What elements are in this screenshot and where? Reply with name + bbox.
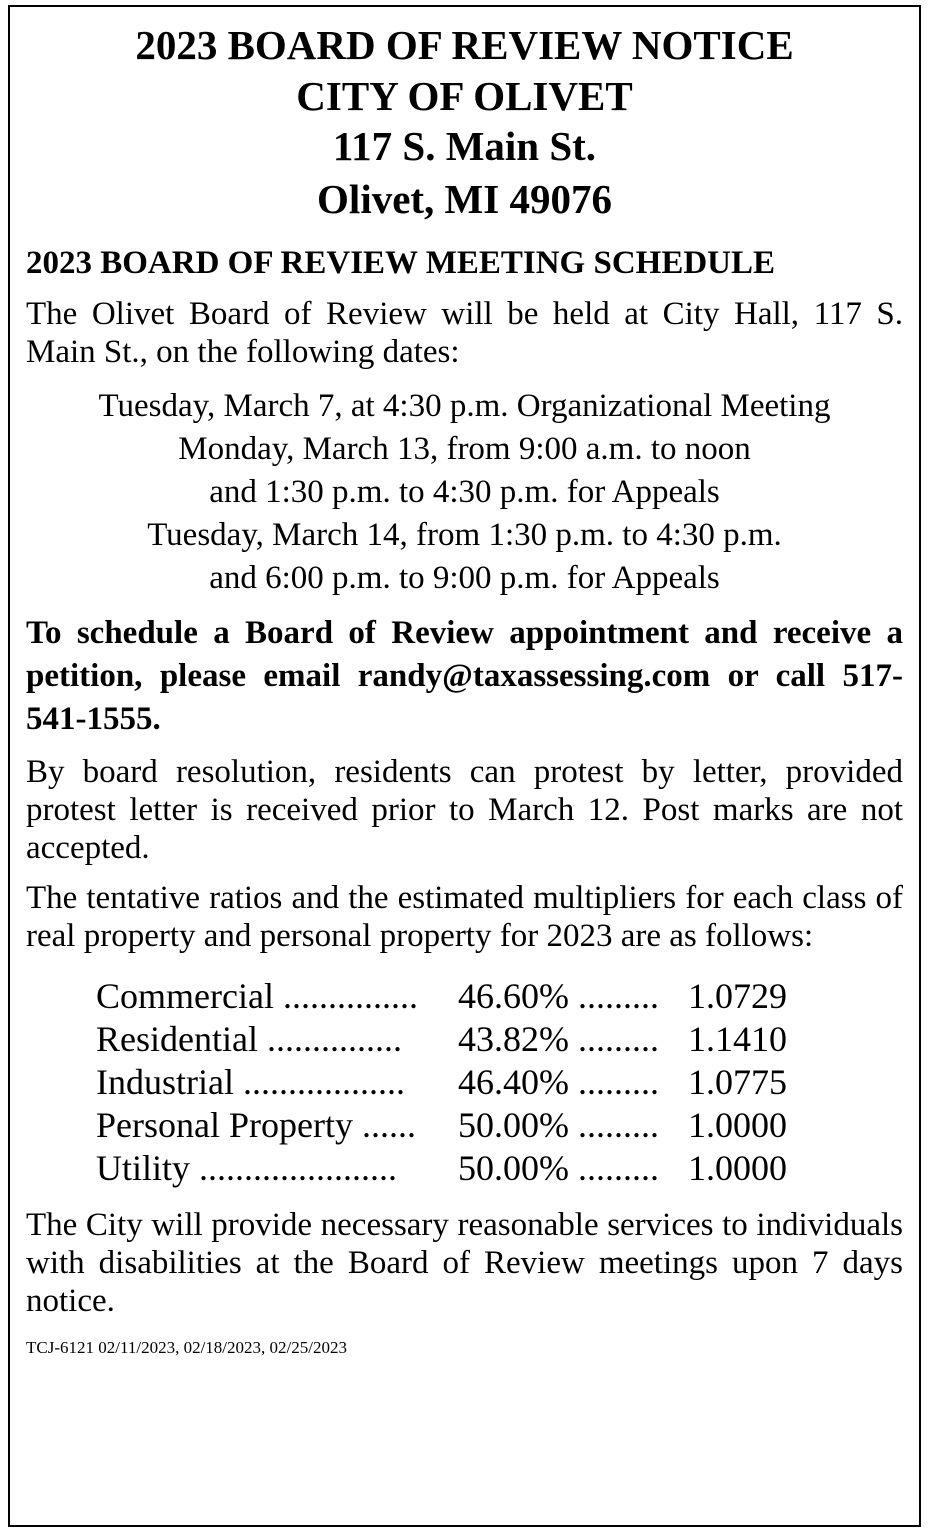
notice-title: 2023 BOARD OF REVIEW NOTICE xyxy=(135,22,794,68)
appointment-paragraph: To schedule a Board of Review appointment and receive a petition, please email randy@taxassessing.com or call 517-541-1555. xyxy=(26,615,903,737)
ratio-value: 43.82% ......... xyxy=(458,1019,659,1059)
property-class: Commercial ............... xyxy=(96,976,418,1016)
property-class: Personal Property ...... xyxy=(96,1105,416,1145)
protest-paragraph: By board resolution, residents can protest by letter, provided protest letter is received prior to March 12. Post marks are not accepted. xyxy=(26,754,903,866)
schedule-line: Tuesday, March 14, from 1:30 p.m. to 4:30 p.m. xyxy=(147,517,782,553)
ratio-value: 50.00% ......... xyxy=(458,1105,659,1145)
property-class: Utility ...................... xyxy=(96,1148,398,1188)
schedule-heading: 2023 BOARD OF REVIEW MEETING SCHEDULE xyxy=(26,245,776,281)
meeting-schedule xyxy=(26,385,903,600)
table-row xyxy=(96,1147,903,1190)
table-row xyxy=(96,975,903,1018)
ratios-intro-paragraph: The tentative ratios and the estimated multipliers for each class of real property and personal property for 2023 are as follows: xyxy=(26,880,903,954)
schedule-line: Monday, March 13, from 9:00 a.m. to noon xyxy=(178,431,751,467)
multiplier-value: 1.0000 xyxy=(688,1105,787,1145)
multiplier-value: 1.0000 xyxy=(688,1148,787,1188)
ratio-value: 46.40% ......... xyxy=(458,1062,659,1102)
property-class: Residential ............... xyxy=(96,1019,402,1059)
publication-footer: TCJ-6121 02/11/2023, 02/18/2023, 02/25/2023 xyxy=(26,1338,347,1357)
notice-content xyxy=(10,19,919,1358)
ratio-value: 50.00% ......... xyxy=(458,1148,659,1188)
notice-box xyxy=(8,5,921,1527)
multiplier-value: 1.0775 xyxy=(688,1062,787,1102)
city-state-zip: Olivet, MI 49076 xyxy=(317,176,612,222)
schedule-line: Tuesday, March 7, at 4:30 p.m. Organizational Meeting xyxy=(98,388,831,424)
ratios-table xyxy=(96,975,903,1190)
schedule-line: and 1:30 p.m. to 4:30 p.m. for Appeals xyxy=(209,474,720,510)
disabilities-paragraph: The City will provide necessary reasonable services to individuals with disabilities at the Board of Review meetings upon 7 days notice. xyxy=(26,1207,903,1319)
table-row xyxy=(96,1061,903,1104)
ratio-value: 46.60% ......... xyxy=(458,976,659,1016)
multiplier-value: 1.0729 xyxy=(688,976,787,1016)
city-name: CITY OF OLIVET xyxy=(296,73,633,119)
table-row xyxy=(96,1018,903,1061)
street-address: 117 S. Main St. xyxy=(332,123,597,169)
multiplier-value: 1.1410 xyxy=(688,1019,787,1059)
intro-paragraph: The Olivet Board of Review will be held at City Hall, 117 S. Main St., on the following dates: xyxy=(26,296,903,370)
table-row xyxy=(96,1104,903,1147)
schedule-line: and 6:00 p.m. to 9:00 p.m. for Appeals xyxy=(209,560,720,596)
property-class: Industrial .................. xyxy=(96,1062,405,1102)
